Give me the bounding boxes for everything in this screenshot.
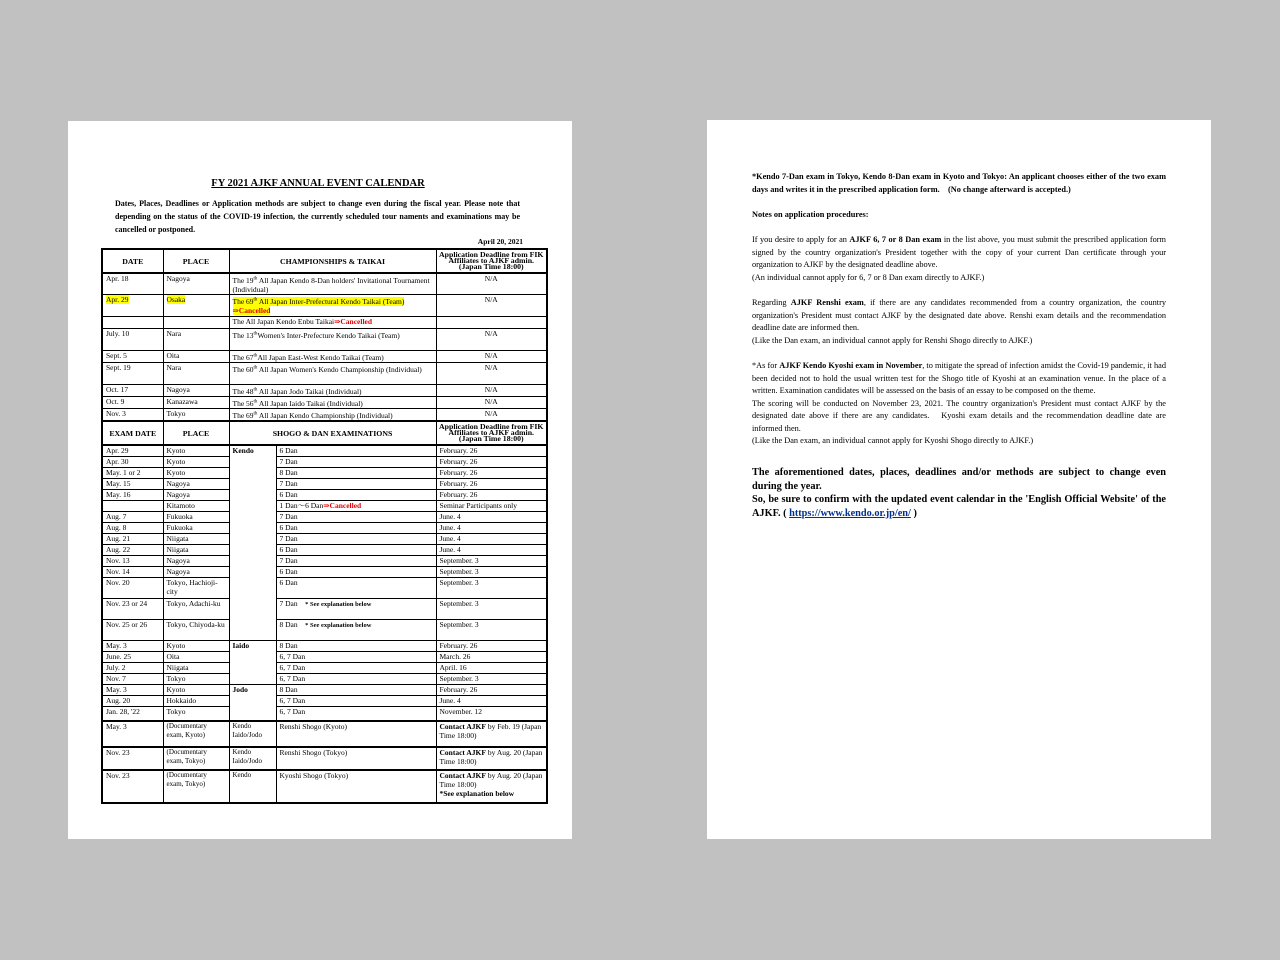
document-page-2 xyxy=(707,120,1211,839)
exam-row: May. 16 Nagoya 6 Dan February. 26 xyxy=(102,490,547,501)
exam-row: May. 1 or 2 Kyoto 8 Dan February. 26 xyxy=(102,468,547,479)
note-renshi-individual: (Like the Dan exam, an individual cannot apply for Renshi Shogo directly to AJKF.) xyxy=(752,335,1033,345)
calendar-intro: Dates, Places, Deadlines or Application methods are subject to change even during the fiscal year. Please note that depending on the status of the COVID-19 infection, the currently scheduled tour naments and examinations may be cancelled or postponed. xyxy=(115,199,520,234)
exam-row: Aug. 20 Hokkaido 6, 7 Dan June. 4 xyxy=(102,696,547,707)
header-event: CHAMPIONSHIPS & TAIKAI xyxy=(229,249,436,273)
championship-row: Oct. 17 Nagoya The 48th All Japan Jodo Taikai (Individual) N/A xyxy=(102,385,547,397)
exam-row: Jan. 28, '22 Tokyo 6, 7 Dan November. 12 xyxy=(102,707,547,722)
championship-row: Nov. 3 Tokyo The 69th All Japan Kendo Championship (Individual) N/A xyxy=(102,409,547,422)
exam-row: Apr. 30 Kyoto 7 Dan February. 26 xyxy=(102,457,547,468)
exam-row: Nov. 25 or 26 Tokyo, Chiyoda-ku 8 Dan * See explanation below September. 3 xyxy=(102,620,547,641)
exam-row: Aug. 21 Niigata 7 Dan June. 4 xyxy=(102,534,547,545)
exam-row: Nov. 7 Tokyo 6, 7 Dan September. 3 xyxy=(102,674,547,685)
exam-row: July. 2 Niigata 6, 7 Dan April. 16 xyxy=(102,663,547,674)
note-kyoshi: *As for AJKF Kendo Kyoshi exam in November, to mitigate the spread of infection amidst the Covid-19 pandemic, it had been decided not to hold the usual written test for the Shogo title of Kyoshi at an examination venue. In the place of a written. Examination candidates will be assessed on the basis of an essay to be composed on the theme. xyxy=(752,360,1166,396)
shogo-row: Nov. 23 (Documentary exam, Tokyo) Kendo Iaido/Jodo Renshi Shogo (Tokyo) Contact AJKF by Aug. 20 (Japan Time 18:00) xyxy=(102,747,547,770)
header-deadline: Application Deadline from FIK Affiliates to AJKF admin. (Japan Time 18:00) xyxy=(436,249,547,273)
header-event: SHOGO & DAN EXAMINATIONS xyxy=(229,421,436,445)
note-kyoshi-individual: (Like the Dan exam, an individual cannot apply for Kyoshi Shogo directly to AJKF.) xyxy=(752,436,1034,446)
event-calendar-table xyxy=(101,248,548,804)
championship-row: Oct. 9 Kanazawa The 56th All Japan Iaido Taikai (Individual) N/A xyxy=(102,397,547,409)
header-place: PLACE xyxy=(163,249,229,273)
header-date: EXAM DATE xyxy=(102,421,163,445)
championship-row: Apr. 29 Osaka The 69th All Japan Inter-Prefectural Kendo Taikai (Team) ⇒Cancelled N/A xyxy=(102,295,547,317)
note-dan-application: If you desire to apply for an AJKF 6, 7 or 8 Dan exam in the list above, you must submit the prescribed application form signed by the country organization's President together with the copy of your current Dan certificate through your organization to AJKF by the designated deadline above. xyxy=(752,234,1166,270)
exam-row: Nov. 20 Tokyo, Hachioji-city 6 Dan September. 3 xyxy=(102,578,547,599)
exam-row: Aug. 7 Fukuoka 7 Dan June. 4 xyxy=(102,512,547,523)
championship-row: The All Japan Kendo Enbu Taikai⇒Cancelled xyxy=(102,317,547,329)
shogo-row: May. 3 (Documentary exam, Kyoto) Kendo Iaido/Jodo Renshi Shogo (Kyoto) Contact AJKF by Feb. 19 (Japan Time 18:00) xyxy=(102,721,547,747)
exam-row: Kitamoto 1 Dan～6 Dan⇒Cancelled Seminar Participants only xyxy=(102,501,547,512)
exam-row: Nov. 13 Nagoya 7 Dan September. 3 xyxy=(102,556,547,567)
note-dan-individual: (An individual cannot apply for 6, 7 or 8 Dan exam directly to AJKF.) xyxy=(752,272,985,282)
note-exam-choice: *Kendo 7-Dan exam in Tokyo, Kendo 8-Dan exam in Kyoto and Tokyo: An applicant chooses either of the two exam days and writes it in the prescribed application form. (No change afterward is accepted.) xyxy=(752,172,1166,194)
header-date: DATE xyxy=(102,249,163,273)
calendar-title: FY 2021 AJKF ANNUAL EVENT CALENDAR xyxy=(211,178,425,189)
note-renshi: Regarding AJKF Renshi exam, if there are any candidates recommended from a country organization, the country organization's President must contact AJKF by the designated date above. Renshi exam details and the recommendation deadline date are informed then. xyxy=(752,297,1167,333)
championship-row: Apr. 18 Nagoya The 19th All Japan Kendo 8-Dan holders' Invitational Tournament (Individual) N/A xyxy=(102,273,547,295)
exam-row: Apr. 29 Kyoto Kendo 6 Dan February. 26 xyxy=(102,445,547,457)
website-link[interactable]: https://www.kendo.or.jp/en/ xyxy=(789,507,911,519)
exam-row: Aug. 22 Niigata 6 Dan June. 4 xyxy=(102,545,547,556)
exam-row: Nov. 23 or 24 Tokyo, Adachi-ku 7 Dan * See explanation below September. 3 xyxy=(102,599,547,620)
shogo-row: Nov. 23 (Documentary exam, Tokyo) Kendo Kyoshi Shogo (Tokyo) Contact AJKF by Aug. 20 (Japan Time 18:00) *See explanation below xyxy=(102,770,547,803)
note-kyoshi-scoring: The scoring will be conducted on November 23, 2021. The country organization's President must contact AJKF by the designated date above if there are any candidates. Kyoshi exam details and the recommendation deadline date are informed then. xyxy=(752,398,1166,433)
exam-row: June. 25 Oita 6, 7 Dan March. 26 xyxy=(102,652,547,663)
exam-row: Aug. 8 Fukuoka 6 Dan June. 4 xyxy=(102,523,547,534)
notes-heading: Notes on application procedures: xyxy=(752,209,869,219)
exam-row: May. 3 Kyoto Iaido 8 Dan February. 26 xyxy=(102,641,547,652)
championship-row: Sept. 19 Nara The 60th All Japan Women's Kendo Championship (Individual) N/A xyxy=(102,363,547,385)
exam-row: Nov. 14 Nagoya 6 Dan September. 3 xyxy=(102,567,547,578)
calendar-date: April 20, 2021 xyxy=(477,237,523,246)
notes-section xyxy=(752,171,1166,520)
championships-header xyxy=(102,249,547,273)
exams-header xyxy=(102,421,547,445)
notice-change: The aforementioned dates, places, deadlines and/or methods are subject to change even during the year. xyxy=(752,467,1166,492)
document-page-1 xyxy=(68,121,572,839)
championship-row: July. 10 Nara The 13thWomen's Inter-Prefecture Kendo Taikai (Team) N/A xyxy=(102,329,547,351)
championship-row: Sept. 5 Oita The 67thAll Japan East-West Kendo Taikai (Team) N/A xyxy=(102,351,547,363)
exam-row: May. 15 Nagoya 7 Dan February. 26 xyxy=(102,479,547,490)
header-deadline: Application Deadline from FIK Affiliates to AJKF admin. (Japan Time 18:00) xyxy=(436,421,547,445)
notice-website: So, be sure to confirm with the updated event calendar in the 'English Official Website' of the AJKF. ( https://www.kendo.or.jp/en/ ) xyxy=(752,494,1166,519)
exam-row: May. 3 Kyoto Jodo 8 Dan February. 26 xyxy=(102,685,547,696)
header-place: PLACE xyxy=(163,421,229,445)
